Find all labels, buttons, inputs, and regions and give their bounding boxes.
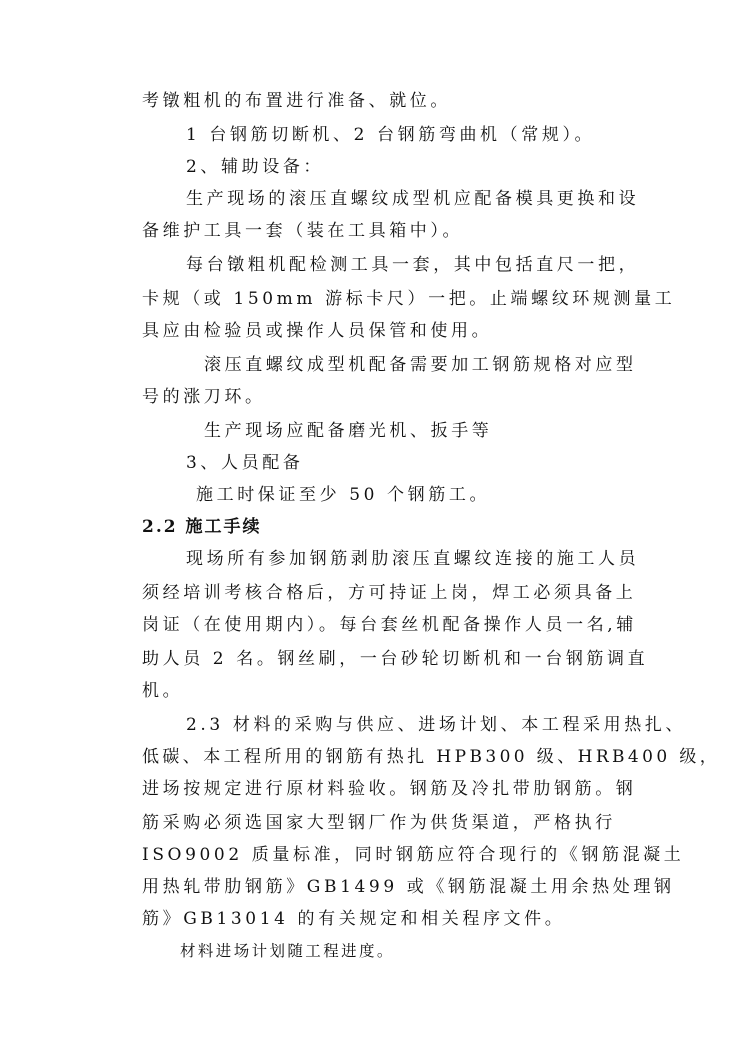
text-line: 筋》GB13014 的有关规定和相关程序文件。 — [142, 909, 566, 929]
text-line: 助人员 2 名。钢丝刷，一台砂轮切断机和一台钢筋调直 — [142, 649, 649, 669]
text-line: 材料进场计划随工程进度。 — [180, 942, 395, 960]
text-line: 滚压直螺纹成型机配备需要加工钢筋规格对应型 — [204, 355, 637, 375]
section-heading: 2.2 施工手续 — [142, 517, 262, 537]
text-line: 施工时保证至少 50 个钢筋工。 — [196, 485, 491, 505]
text-line: 岗证（在使用期内）。每台套丝机配备操作人员一名,辅 — [142, 615, 637, 635]
text-line: 备维护工具一套（装在工具箱中）。 — [142, 221, 464, 241]
text-line: 3、人员配备 — [186, 453, 304, 473]
text-line: 进场按规定进行原材料验收。钢筋及冷扎带肋钢筋。钢 — [142, 779, 637, 799]
text-line: ISO9002 质量标准，同时钢筋应符合现行的《钢筋混凝土 — [142, 845, 685, 865]
text-line: 每台镦粗机配检测工具一套，其中包括直尺一把， — [186, 255, 640, 275]
text-line: 卡规（或 150mm 游标卡尺）一把。止端螺纹环规测量工 — [142, 289, 676, 309]
text-line: 机。 — [142, 681, 184, 701]
text-line: 号的涨刀环。 — [142, 387, 266, 407]
text-line: 生产现场应配备磨光机、扳手等 — [204, 421, 493, 441]
text-line: 具应由检验员或操作人员保管和使用。 — [142, 321, 493, 341]
text-line: 考镦粗机的布置进行准备、就位。 — [142, 91, 451, 111]
text-line: 低碳、本工程所用的钢筋有热扎 HPB300 级、HRB400 级， — [142, 747, 721, 767]
text-line: 生产现场的滚压直螺纹成型机应配备模具更换和设 — [186, 189, 640, 209]
text-line: 2、辅助设备： — [186, 157, 325, 177]
text-line: 用热轧带肋钢筋》GB1499 或《钢筋混凝土用余热处理钢 — [142, 877, 675, 897]
text-line: 2.3 材料的采购与供应、进场计划、本工程采用热扎、 — [186, 715, 687, 735]
text-line: 1 台钢筋切断机、2 台钢筋弯曲机（常规）。 — [186, 125, 596, 145]
text-line: 筋采购必须选国家大型钢厂作为供货渠道，严格执行 — [142, 813, 616, 833]
text-line: 须经培训考核合格后，方可持证上岗，焊工必须具备上 — [142, 583, 637, 603]
text-line: 现场所有参加钢筋剥肋滚压直螺纹连接的施工人员 — [186, 549, 640, 569]
